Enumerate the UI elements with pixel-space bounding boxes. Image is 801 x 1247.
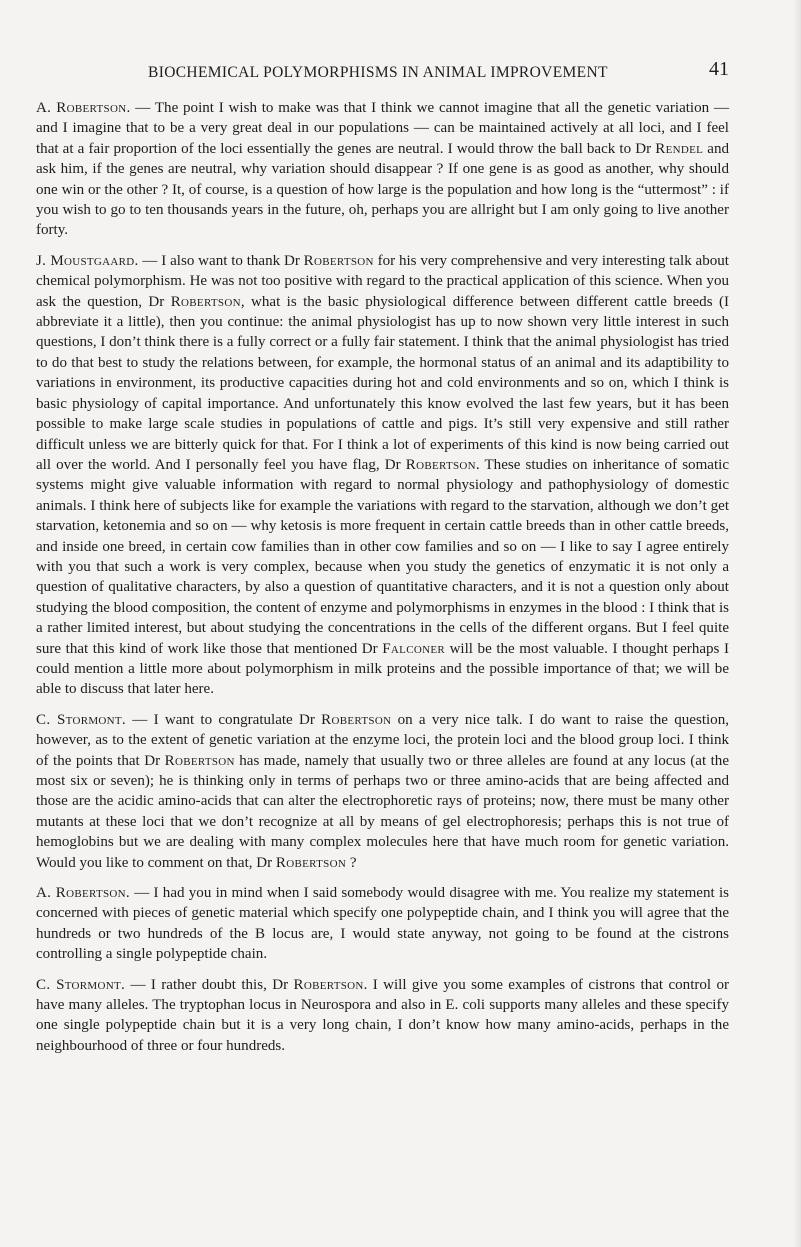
paragraph-robertson-1: [36, 98, 729, 241]
cited-name: Robertson: [293, 976, 364, 993]
paragraph-text: — I rather doubt this, Dr: [125, 976, 294, 993]
paragraph-text: on a very nice talk. I do want to raise the question, however, as to the extent of genetic variation at the enzyme loci, the protein loci and the blood group loci. I think of the points that Dr: [36, 711, 729, 769]
paragraph-text: — I had you in mind when I said somebody would disagree with me. You realize my statement is concerned with pieces of genetic material which specify one polypeptide chain, and I think you will agree that the hundreds or two hundreds of the B locus are, I would state anyway, not going to be found at the cistrons controlling a single polypeptide chain.: [36, 885, 729, 963]
paragraph-text: . I will give you some examples of cistrons that control or have many alleles. The tryptophan locus in Neurospora and also in E. coli supports many alleles and these specify one single polypeptide chain but it is a very long chain, I don’t know how many amino-acids, perhaps in the neighbourhood of three or four hundreds.: [36, 976, 729, 1054]
paragraph-text: has made, namely that usually two or three alleles are found at any locus (at the most six or seven); he is thinking only in terms of perhaps two or three amino-acids that are being affected and those are the acidic amino-acids that can alter the electrophoretic rays of proteins; now, there must be many other mutants at these loci that we don’t recognize at all by means of gel electrophoresis; perhaps this is not true of hemoglobins but we are dealing with many complex molecules here that have much room for genetic variation. Would you like to comment on that, Dr: [36, 752, 730, 871]
speaker-name: A. Robertson.: [36, 885, 130, 902]
speaker-name: J. Moustgaard.: [36, 252, 139, 269]
speaker-name: A. Robertson.: [36, 100, 131, 116]
cited-name: Robertson: [321, 711, 392, 728]
cited-name: Rendel: [655, 140, 704, 157]
paragraph-text: — The point I wish to make was that I think we cannot imagine that all the genetic variation — and I imagine that to be a very great deal in our populations — can be maintained actively at all loci, and I feel that at a fair proportion of the loci essentially the genes are neutral. I would throw the ball back to Dr: [36, 100, 729, 157]
paragraph-text: and ask him, if the genes are neutral, why variation should disappear ? If one gene is as good as another, why should one win or the other ? It, of course, is a question of how large is the population and how long is the “uttermost” : if you wish to go to ten thousands years in the future, oh, perhaps you are allright but I am only going to live another forty.: [36, 140, 729, 239]
page-header: [36, 58, 729, 88]
cited-name: Robertson: [303, 252, 374, 269]
paragraph-text: , what is the basic physiological difference between different cattle breeds (I abbreviate it a little), then you continue: the animal physiologist has up to now shown very little interest in such questions, I don’t think there is a fully correct or a fully fair statement. I think that the animal physiologist has tried to do that best to study the relations between, for example, the hormonal status of an animal and its adaptibility to variations in environment, its productive capacities during hot and cold environments and so on, which I think is basic physiology of capital importance. And unfortunately this know evolved the last few years, but it has been possible to make large scale studies in populations of cattle and pigs. It’s still very expensive and still rather difficult unless we are bitterly quick for that. For I think a lot of experiments of this kind is now being carried out all over the world. And I personally feel you have flag, Dr: [36, 293, 729, 473]
speaker-name: C. Stormont.: [36, 711, 126, 728]
cited-name: Robertson: [405, 456, 476, 473]
paragraph-text: — I also want to thank Dr: [138, 252, 304, 269]
paragraph-stormont-1: [36, 710, 729, 873]
speaker-name: C. Stormont.: [36, 976, 126, 993]
cited-name: Falconer: [382, 640, 445, 657]
paragraph-text: for his very comprehensive and very interesting talk about chemical polymorphism. He was not too positive with regard to the practical application of this science. When you ask the question, Dr: [36, 252, 729, 310]
page-number: 41: [709, 58, 729, 80]
paragraph-text: ?: [346, 854, 357, 871]
paragraph-moustgaard: [36, 251, 729, 700]
cited-name: Robertson: [164, 752, 235, 769]
cited-name: Robertson: [170, 293, 241, 310]
running-title: BIOCHEMICAL POLYMORPHISMS IN ANIMAL IMPROVEMENT: [148, 64, 608, 81]
paragraph-text: will be the most valuable. I thought perhaps I could mention a little more about polymorphism in milk proteins and the possible importance of that; we will be able to discuss that later here.: [36, 640, 729, 698]
page-edge-shadow: [793, 0, 801, 1247]
paragraph-robertson-2: [36, 883, 729, 965]
paragraph-text: . These studies on inheritance of somatic systems might give valuable information with regard to normal physiology and pathophysiology of domestic animals. I think here of subjects like for example the variations with regard to the starvation, although we don’t get starvation, ketonemia and so on — why ketosis is more frequent in certain cattle breeds than in other cattle breeds, and inside one breed, in certain cow families than in other cow families and so on — I like to say I agree entirely with you that such a work is very complex, because when you study the genetics of enzymatic it is not only a question of qualitative characters, by also a question of quantitative characters, and it is not a question only about studying the blood composition, the content of enzyme and polymorphisms in enzymes in the blood : I think that is a rather limited interest, but about studying the concentrations in the cells of the different organs. But I feel quite sure that this kind of work like those that mentioned Dr: [36, 456, 729, 657]
cited-name: Robertson: [275, 854, 347, 871]
paragraph-text: — I want to congratulate Dr: [126, 711, 322, 728]
discussion-text: [36, 98, 729, 1066]
paragraph-stormont-2: [36, 975, 729, 1057]
